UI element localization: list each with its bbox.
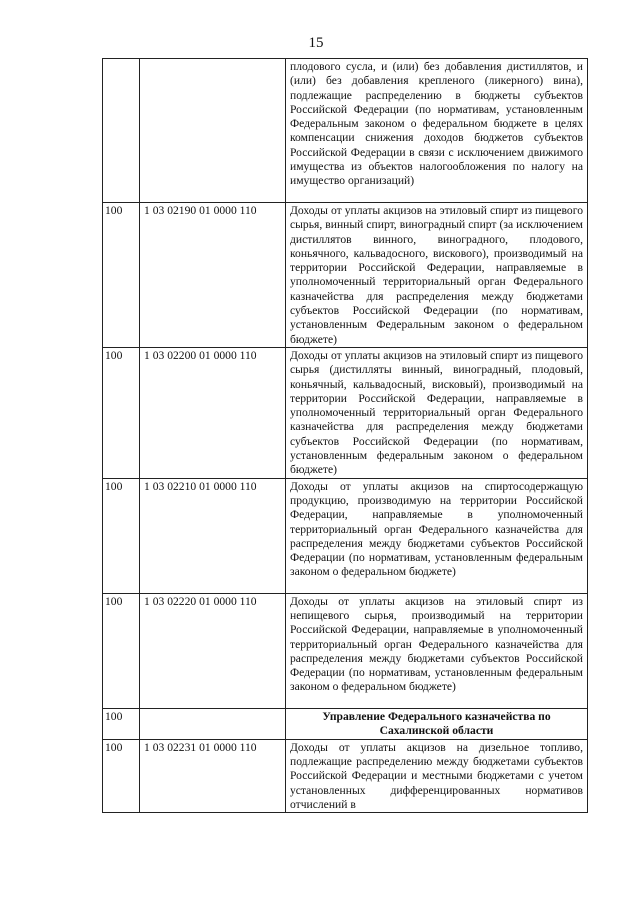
admin-code-cell: 100 — [103, 739, 140, 812]
budget-code-cell: 1 03 02190 01 0000 110 — [140, 203, 286, 348]
admin-code-cell: 100 — [103, 347, 140, 478]
income-description-cell: плодового сусла, и (или) без добавления дистиллятов, и (или) без добавления крепленого (ликерного) вина), подлежащие распределению в бюджеты субъектов Российской Федерации (по нормативам, установленным Федеральным законом о федеральном бюджете в целях компенсации снижения доходов бюджетов субъектов Российской Федерации в связи с исключением движимого имущества из объектов налогообложения по налогу на имущество организаций) — [286, 59, 588, 203]
admin-code-cell: 100 — [103, 708, 140, 739]
income-description-cell: Доходы от уплаты акцизов на этиловый спирт из непищевого сырья, производимый на территории Российской Федерации, направляемые в уполномоченный территориальный орган Федерального казначейства для распределения между бюджетами субъектов Российской Федерации (по нормативам, установленным федеральным законом о федеральном бюджете) — [286, 593, 588, 708]
budget-code-cell — [140, 59, 286, 203]
admin-code-cell: 100 — [103, 478, 140, 593]
table-row — [103, 59, 588, 203]
table-row — [103, 203, 588, 348]
budget-code-cell: 1 03 02220 01 0000 110 — [140, 593, 286, 708]
page-number: 15 — [308, 35, 324, 51]
income-description-cell: Доходы от уплаты акцизов на спиртосодержащую продукцию, производимую на территории Российской Федерации, направляемые в уполномоченный территориальный орган Федерального казначейства для распределения между бюджетами субъектов Российской Федерации (по нормативам, установленным федеральным законом о федеральном бюджете) — [286, 478, 588, 593]
table-row — [103, 593, 588, 708]
budget-classification-table — [102, 58, 588, 813]
table-row — [103, 708, 588, 739]
section-heading-cell: Управление Федерального казначейства по Сахалинской области — [286, 708, 588, 739]
table-row — [103, 347, 588, 478]
budget-code-cell: 1 03 02231 01 0000 110 — [140, 739, 286, 812]
income-description-cell: Доходы от уплаты акцизов на этиловый спирт из пищевого сырья (дистилляты винный, виноградный, плодовый, коньячный, кальвадосный, висковый), производимый на территории Российской Федерации, направляемые в уполномоченный территориальный орган Федерального казначейства для распределения между бюджетами субъектов Российской Федерации (по нормативам, установленным федеральным законом о федеральном бюджете) — [286, 347, 588, 478]
income-description-cell: Доходы от уплаты акцизов на этиловый спирт из пищевого сырья, винный спирт, виноградный спирт (за исключением дистиллятов винного, виноградного, плодового, коньячного, кальвадосного, вискового), производимый на территории Российской Федерации, направляемые в уполномоченный территориальный орган Федерального казначейства для распределения между бюджетами субъектов Российской Федерации (по нормативам, установленным Федеральным законом о федеральном бюджете) — [286, 203, 588, 348]
income-description-cell: Доходы от уплаты акцизов на дизельное топливо, подлежащие распределению между бюджетами субъектов Российской Федерации и местными бюджетами с учетом установленных дифференцированных нормативов отчислений в — [286, 739, 588, 812]
table-row — [103, 739, 588, 812]
budget-code-cell — [140, 708, 286, 739]
admin-code-cell: 100 — [103, 203, 140, 348]
admin-code-cell: 100 — [103, 593, 140, 708]
table-row — [103, 478, 588, 593]
budget-code-cell: 1 03 02210 01 0000 110 — [140, 478, 286, 593]
budget-code-cell: 1 03 02200 01 0000 110 — [140, 347, 286, 478]
admin-code-cell — [103, 59, 140, 203]
